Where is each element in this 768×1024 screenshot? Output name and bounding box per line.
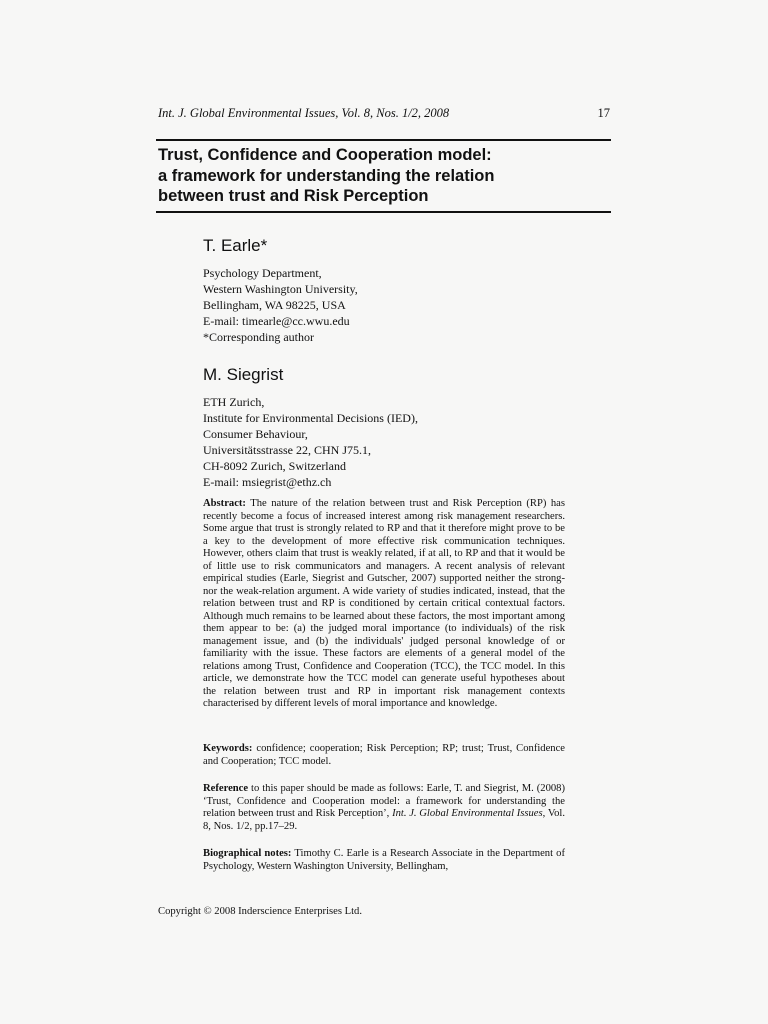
affiliation-line: Psychology Department, [203,266,322,280]
affiliation-line: Western Washington University, [203,282,358,296]
affiliation-line: CH-8092 Zurich, Switzerland [203,459,346,473]
biographical-notes [203,848,565,873]
author-block-earle [203,236,609,345]
affiliation-line: Consumer Behaviour, [203,427,308,441]
title-rule-top [156,139,611,141]
bio-text: Timothy C. Earle is a Research Associate in the Department of Psychology, Western Washington University, Bellingham, [203,848,565,872]
keywords-label: Keywords: [203,743,253,754]
affiliation-line: Institute for Environmental Decisions (IED), [203,411,418,425]
bio-label: Biographical notes: [203,848,292,859]
paper-title [158,145,608,207]
reference-text: to this paper should be made as follows: Earle, T. and Siegrist, M. (2008) ‘Trust, Confidence and Cooperation model: a framework for understanding the relation between trust and Risk Perception’, [203,783,565,819]
author-email: E-mail: msiegrist@ethz.ch [203,475,332,489]
keywords-text: confidence; cooperation; Risk Perception; RP; trust; Trust, Confidence and Cooperation; TCC model. [203,743,565,767]
journal-citation: Int. J. Global Environmental Issues, Vol. 8, Nos. 1/2, 2008 [158,106,450,120]
abstract-text: The nature of the relation between trust and Risk Perception (RP) has recently become a focus of increased interest among risk management researchers. Some argue that trust is strongly related to RP and that it therefore might prove to be a key to the development of more effective risk communication techniques. However, others claim that trust is weakly related, if at all, to RP and that it would be of little use to risk communicators and managers. A recent analysis of relevant empirical studies (Earle, Siegrist and Gutscher, 2007) supported neither the strong- nor the weak-relation argument. A wide variety of studies indicated, instead, that the relation between trust and RP is conditioned by certain critical contextual factors. Although much remains to be learned about these factors, the most important among them appear to be: (a) the judged moral importance (to individuals) of the risk management issue, and (b) the individuals' judged personal knowledge of or familiarity with the issue. These factors are elements of a general model of the relations among Trust, Confidence and Cooperation (TCC), the TCC model. In this article, we demonstrate how the TCC model can generate useful hypotheses about the relation between trust and RP in important risk management contexts characterised by different levels of moral importance and knowledge. [203,498,566,709]
affiliation-line: ETH Zurich, [203,395,265,409]
keywords [203,743,565,768]
affiliation-line: Bellingham, WA 98225, USA [203,298,346,312]
author-name: T. Earle* [203,236,268,255]
author-affiliation [203,394,609,490]
affiliation-line: Universitätsstrasse 22, CHN J75.1, [203,443,371,457]
title-rule-bottom [156,211,611,213]
page-number: 17 [597,106,610,120]
author-block-siegrist [203,365,609,490]
author-email: E-mail: timearle@cc.wwu.edu [203,314,350,328]
author-affiliation [203,265,609,345]
abstract-label: Abstract: [203,498,246,509]
corresponding-author-note: *Corresponding author [203,330,314,344]
title-line-2: a framework for understanding the relation [158,166,495,185]
title-line-1: Trust, Confidence and Cooperation model: [158,146,492,164]
reference-label: Reference [203,783,249,794]
running-header [158,106,610,124]
abstract [203,498,565,711]
title-line-3: between trust and Risk Perception [158,187,429,205]
reference-note [203,783,565,833]
copyright-notice: Copyright © 2008 Inderscience Enterprises Ltd. [158,906,362,917]
reference-details: , Vol. 8, Nos. 1/2, pp.17–29. [203,808,565,832]
reference-journal: Int. J. Global Environmental Issues [392,808,543,819]
author-name: M. Siegrist [203,365,284,384]
